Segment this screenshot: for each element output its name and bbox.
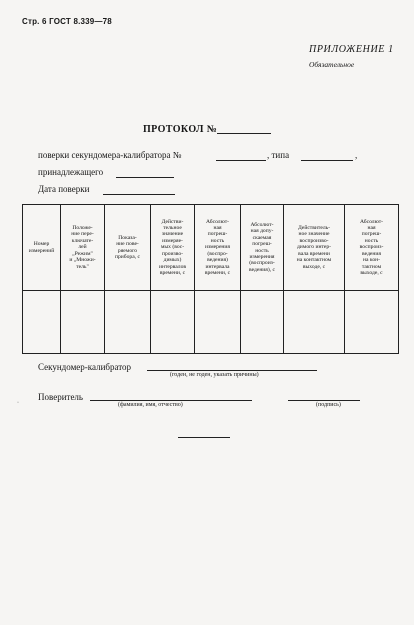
table-cell[interactable] (105, 291, 151, 354)
margin-mark: · (17, 400, 19, 406)
column-header: Действитель- ное значение воспроизво- димого интер- вала времени на контактном выходе, с (284, 205, 345, 291)
end-rule (178, 437, 230, 438)
protocol-number-line (217, 133, 271, 134)
verifier-name-line (90, 400, 252, 401)
owner-label: принадлежащего (38, 167, 104, 177)
verifier-name-hint: (фамилия, имя, отчество) (118, 402, 183, 408)
column-header: Абсолют- ная погреш- ность воспроиз- ведения на кон- тактном выходе, с (345, 205, 399, 291)
appendix-title: ПРИЛОЖЕНИЕ 1 (309, 44, 394, 55)
verifier-signature-line (288, 400, 360, 401)
table-cell[interactable] (61, 291, 105, 354)
table-cell[interactable] (195, 291, 241, 354)
owner-line (116, 177, 174, 178)
protocol-title: ПРОТОКОЛ № (143, 124, 218, 135)
column-header: Показа- ние пове- ряемого прибора, с (105, 205, 151, 291)
calibrator-number-line (216, 160, 266, 161)
table-cell[interactable] (284, 291, 345, 354)
date-line (103, 194, 175, 195)
results-table (22, 204, 399, 354)
calibrator-status-hint: (годен, не годен, указать причины) (170, 372, 259, 378)
column-header: Действи- тельное значение измеряе- мых (вос- произво- димых) интервалов времени, с (151, 205, 195, 291)
column-header: Абсолют- ная допу- скаемая погреш- ность измерения (воспроиз- ведения), с (241, 205, 284, 291)
table-row (23, 291, 399, 354)
verifier-signature-hint: (подпись) (316, 402, 341, 408)
page-header: Стр. 6 ГОСТ 8.339—78 (22, 17, 112, 26)
type-line (301, 160, 353, 161)
type-label: , типа (267, 150, 290, 160)
table-header-row (23, 205, 399, 291)
appendix-subtitle: Обязательное (309, 60, 355, 69)
calibrator-status-line (147, 370, 317, 371)
verifier-label: Поверитель (38, 392, 84, 402)
column-header: Номер измерений (23, 205, 61, 291)
calibrator-status-label: Секундомер-калибратор (38, 362, 132, 372)
line1-end: , (355, 150, 358, 160)
column-header: Положе- ние пере- ключате- лей „Режим" и „Множи- тель" (61, 205, 105, 291)
table-cell[interactable] (23, 291, 61, 354)
table-cell[interactable] (241, 291, 284, 354)
date-label: Дата поверки (38, 184, 90, 194)
table-cell[interactable] (151, 291, 195, 354)
table-cell[interactable] (345, 291, 399, 354)
calibrator-number-label: поверки секундомера-калибратора № (38, 150, 182, 160)
column-header: Абсолют- ная погреш- ность измерения (воспро- ведения) интервала времени, с (195, 205, 241, 291)
